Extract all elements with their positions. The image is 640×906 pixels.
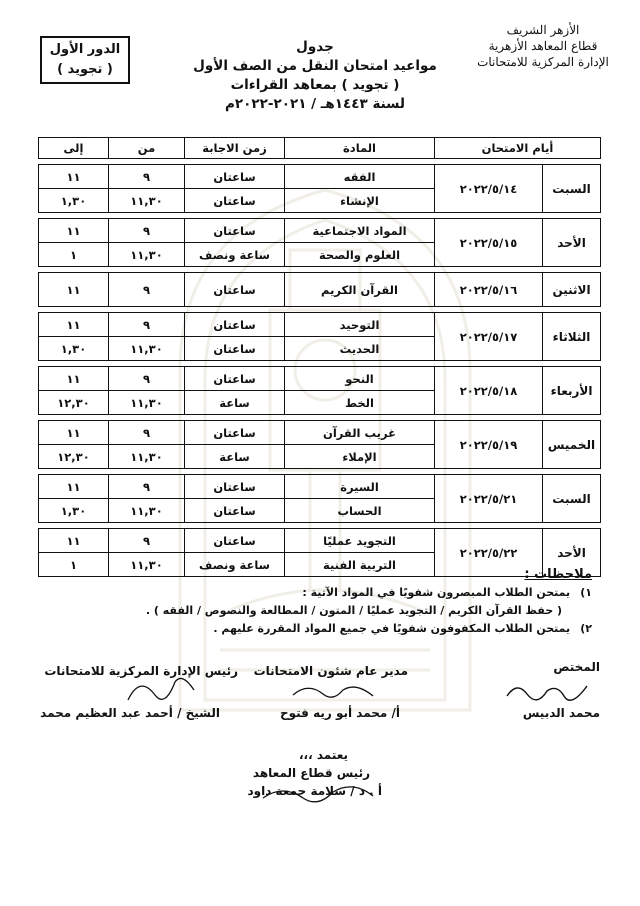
from-cell: ١١,٣٠ xyxy=(109,499,185,523)
to-cell: ١,٣٠ xyxy=(39,189,109,213)
from-cell: ٩ xyxy=(109,165,185,189)
subject-cell: الفقه xyxy=(285,165,435,189)
table-row xyxy=(39,367,601,391)
from-cell: ٩ xyxy=(109,367,185,391)
to-cell: ١١ xyxy=(39,219,109,243)
note-text: يمتحن الطلاب المبصرون شفويًا في المواد الآتية : xyxy=(302,586,571,599)
exam-schedule-table xyxy=(38,137,601,577)
date-cell: ٢٠٢٢/٥/٢١ xyxy=(435,475,543,523)
organization-letterhead xyxy=(468,22,618,70)
date-cell: ٢٠٢٢/٥/١٩ xyxy=(435,421,543,469)
table-row xyxy=(39,273,601,307)
title-line-2: مواعيد امتحان النقل من الصف الأول xyxy=(193,58,437,74)
header-duration: زمن الاجابة xyxy=(185,138,285,159)
duration-cell: ساعة ونصف xyxy=(185,553,285,577)
duration-cell: ساعتان xyxy=(185,367,285,391)
sector-head-name: أ . د / سلامة جمعة داود xyxy=(247,784,382,798)
day-cell: السبت xyxy=(543,475,601,523)
table-row xyxy=(39,529,601,553)
table-row xyxy=(39,219,601,243)
header-from: من xyxy=(109,138,185,159)
subject-cell: المواد الاجتماعية xyxy=(285,219,435,243)
from-cell: ٩ xyxy=(109,313,185,337)
title-line-3: ( تجويد ) بمعاهد القراءات xyxy=(230,77,400,93)
from-cell: ٩ xyxy=(109,421,185,445)
org-line-2: قطاع المعاهد الأزهرية xyxy=(488,39,598,53)
subject-cell: العلوم والصحة xyxy=(285,243,435,267)
date-cell: ٢٠٢٢/٥/٢٢ xyxy=(435,529,543,577)
from-cell: ٩ xyxy=(109,529,185,553)
session-type: ( تجويد ) xyxy=(57,62,113,77)
table-header-row xyxy=(39,138,601,159)
subject-cell: الإملاء xyxy=(285,445,435,469)
note-item xyxy=(32,584,592,602)
from-cell: ١١,٣٠ xyxy=(109,189,185,213)
duration-cell: ساعتان xyxy=(185,337,285,361)
duration-cell: ساعتان xyxy=(185,529,285,553)
from-cell: ١١,٣٠ xyxy=(109,445,185,469)
note-item xyxy=(32,620,592,638)
subject-cell: الإنشاء xyxy=(285,189,435,213)
duration-cell: ساعتان xyxy=(185,273,285,307)
exams-manager-signature-icon xyxy=(288,680,378,706)
header-to: إلى xyxy=(39,138,109,159)
day-cell: الاثنين xyxy=(543,273,601,307)
from-cell: ٩ xyxy=(109,219,185,243)
to-cell: ١٢,٣٠ xyxy=(39,391,109,415)
from-cell: ١١,٣٠ xyxy=(109,243,185,267)
date-cell: ٢٠٢٢/٥/١٦ xyxy=(435,273,543,307)
from-cell: ١١,٣٠ xyxy=(109,553,185,577)
date-cell: ٢٠٢٢/٥/١٨ xyxy=(435,367,543,415)
table-row xyxy=(39,165,601,189)
header-exam-days: أيام الامتحان xyxy=(435,138,601,159)
sector-head-title: رئيس قطاع المعاهد xyxy=(252,766,370,780)
day-cell: السبت xyxy=(543,165,601,213)
subject-cell: التجويد عمليًا xyxy=(285,529,435,553)
duration-cell: ساعة xyxy=(185,391,285,415)
central-head-name: الشيخ / أحمد عبد العظيم محمد xyxy=(40,706,220,720)
table-row xyxy=(39,421,601,445)
duration-cell: ساعة ونصف xyxy=(185,243,285,267)
day-cell: الثلاثاء xyxy=(543,313,601,361)
day-cell: الأحد xyxy=(543,529,601,577)
subject-cell: الحساب xyxy=(285,499,435,523)
document-title xyxy=(190,38,440,114)
to-cell: ١١ xyxy=(39,529,109,553)
title-line-4: لسنة ١٤٤٣هـ / ٢٠٢١-٢٠٢٢م xyxy=(225,96,405,112)
subject-cell: الخط xyxy=(285,391,435,415)
subject-cell: السيرة xyxy=(285,475,435,499)
from-cell: ١١,٣٠ xyxy=(109,337,185,361)
from-cell: ٩ xyxy=(109,475,185,499)
table-row xyxy=(39,313,601,337)
date-cell: ٢٠٢٢/٥/١٧ xyxy=(435,313,543,361)
central-head-title: رئيس الإدارة المركزية للامتحانات xyxy=(44,664,238,678)
exams-manager-title: مدير عام شئون الامتحانات xyxy=(253,664,408,678)
to-cell: ١ xyxy=(39,553,109,577)
day-cell: الخميس xyxy=(543,421,601,469)
specialist-name: محمد الدبيس xyxy=(522,706,600,720)
subject-cell: الحديث xyxy=(285,337,435,361)
duration-cell: ساعتان xyxy=(185,475,285,499)
from-cell: ٩ xyxy=(109,273,185,307)
to-cell: ١ xyxy=(39,243,109,267)
to-cell: ١١ xyxy=(39,165,109,189)
notes-title: ملاحظات : xyxy=(524,567,592,582)
subject-cell: القرآن الكريم xyxy=(285,273,435,307)
notes-section xyxy=(32,566,592,638)
day-cell: الأحد xyxy=(543,219,601,267)
subject-cell: النحو xyxy=(285,367,435,391)
exams-manager-name: أ/ محمد أبو ريه فتوح xyxy=(279,706,400,720)
duration-cell: ساعتان xyxy=(185,219,285,243)
approval-label: يعتمد ،،، xyxy=(298,748,348,762)
to-cell: ١,٣٠ xyxy=(39,499,109,523)
duration-cell: ساعتان xyxy=(185,421,285,445)
duration-cell: ساعة xyxy=(185,445,285,469)
header-subject: المادة xyxy=(285,138,435,159)
date-cell: ٢٠٢٢/٥/١٥ xyxy=(435,219,543,267)
duration-cell: ساعتان xyxy=(185,165,285,189)
specialist-signature-icon xyxy=(502,676,592,706)
title-line-1: جدول xyxy=(296,39,334,55)
to-cell: ١٢,٣٠ xyxy=(39,445,109,469)
date-cell: ٢٠٢٢/٥/١٤ xyxy=(435,165,543,213)
central-head-signature-icon xyxy=(120,670,200,710)
org-line-1: الأزهر الشريف xyxy=(506,23,580,37)
duration-cell: ساعتان xyxy=(185,313,285,337)
to-cell: ١١ xyxy=(39,367,109,391)
to-cell: ١١ xyxy=(39,421,109,445)
to-cell: ١١ xyxy=(39,273,109,307)
note-subtext: ( حفظ القرآن الكريم / التجويد عمليًا / المتون / المطالعة والنصوص / الفقه ) . xyxy=(145,604,562,617)
subject-cell: التوحيد xyxy=(285,313,435,337)
org-line-3: الإدارة المركزية للامتحانات xyxy=(477,55,609,69)
specialist-title: المختص xyxy=(553,660,600,674)
to-cell: ١١ xyxy=(39,475,109,499)
note-text: يمتحن الطلاب المكفوفون شفويًا في جميع المواد المقررة عليهم . xyxy=(213,622,571,635)
table-row xyxy=(39,475,601,499)
note-number: ٢) xyxy=(580,622,592,635)
session-box xyxy=(40,36,130,84)
to-cell: ١,٣٠ xyxy=(39,337,109,361)
session-label: الدور الأول xyxy=(49,42,121,57)
from-cell: ١١,٣٠ xyxy=(109,391,185,415)
day-cell: الأربعاء xyxy=(543,367,601,415)
to-cell: ١١ xyxy=(39,313,109,337)
note-number: ١) xyxy=(580,586,592,599)
subject-cell: التربية الفنية xyxy=(285,553,435,577)
duration-cell: ساعتان xyxy=(185,499,285,523)
duration-cell: ساعتان xyxy=(185,189,285,213)
subject-cell: غريب القرآن xyxy=(285,421,435,445)
